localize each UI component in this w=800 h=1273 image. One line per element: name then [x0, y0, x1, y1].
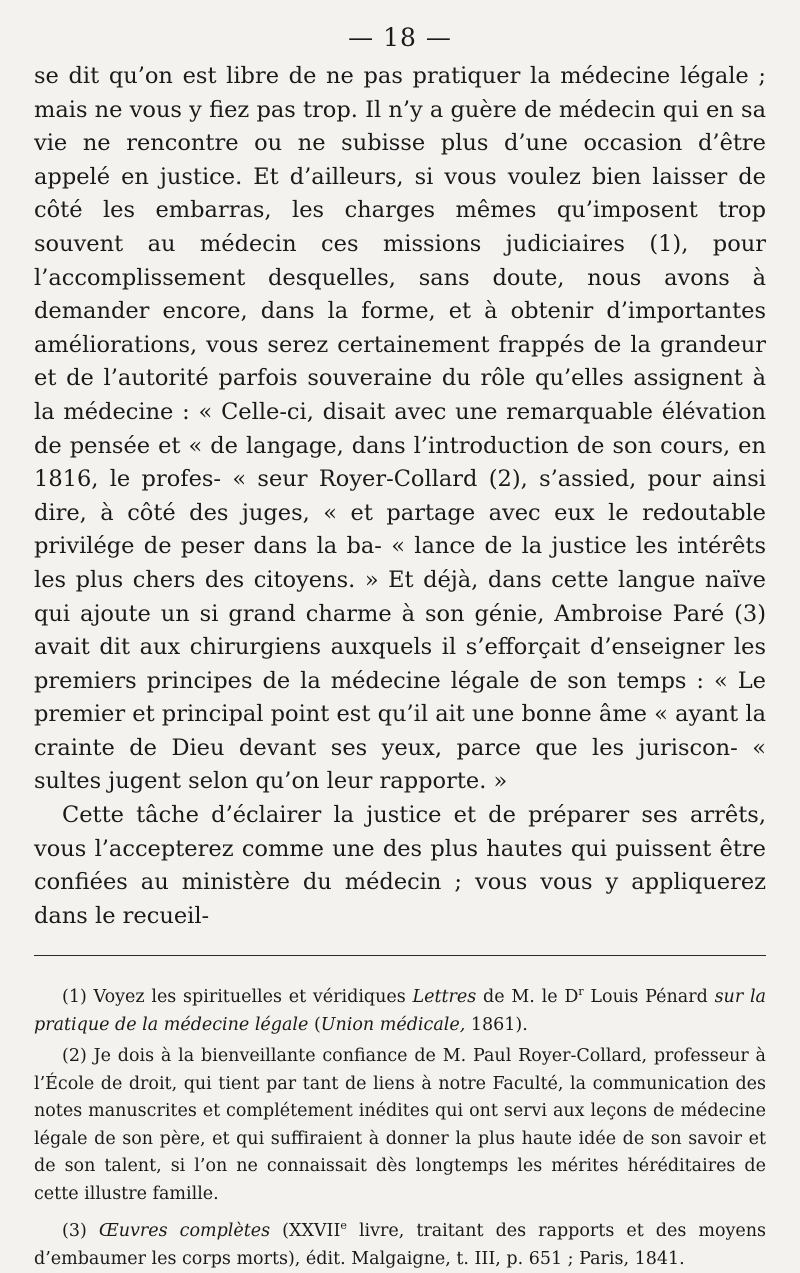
page-number: — 18 — — [348, 23, 452, 52]
footnote-divider — [34, 955, 766, 956]
footnote-1-text-c: de M. le D — [476, 987, 579, 1008]
footnote-3-text-c: ( — [270, 1221, 289, 1242]
footnote-3-numeral: XXVII — [288, 1221, 341, 1242]
footnote-2: (2) Je dois à la bienveillante confiance de M. Paul Royer-Collard, professeur à l’École de droit, qui tient par tant de liens à notre Faculté, la communication des notes manuscrites et complétement inédites qui ont servi aux leçons de médecine légale de son père, et qui suffiraient à donner la plus haute idée de son savoir et de son talent, si l’on ne connaissait dès longtemps les mérites héréditaires de cette illustre famille. — [34, 1046, 766, 1204]
footnote-1-text-f: ( — [308, 1014, 321, 1035]
footnote-1 — [34, 978, 766, 1039]
footnote-1-sup: r — [578, 985, 584, 999]
footnote-1-journal: Union médicale, — [320, 1014, 466, 1035]
footnote-3-text-e: livre, traitant des rapports et des moyens d’embaumer les corps morts), édit. Malgaigne, t. III, p. 651 ; Paris, 1841. — [34, 1221, 766, 1269]
footnote-1-text-h: 1861). — [465, 1014, 528, 1035]
footnote-3-title: Œuvres complètes — [98, 1221, 271, 1242]
footnote-1-lettres: Lettres — [412, 987, 477, 1008]
footnote-3 — [34, 1212, 766, 1273]
footnote-3-text-a: (3) — [62, 1221, 99, 1242]
footnote-1-italic-title: sur la pratique de la médecine légale — [34, 987, 766, 1035]
main-text — [34, 60, 766, 933]
footnote-1-text-d: Louis Pénard — [583, 987, 715, 1008]
footnote-3-sup: e — [340, 1219, 347, 1233]
paragraph-1: se dit qu’on est libre de ne pas pratiquer la médecine légale ; mais ne vous y fiez pas trop. Il n’y a guère de médecin qui en sa vie ne rencontre ou ne subisse plus d’une occasion d’être appelé en justice. Et d’ailleurs, si vous voulez bien laisser de côté les embarras, les charges mêmes qu’imposent trop souvent au médecin ces missions judiciaires (1), pour l’accomplissement desquelles, sans doute, nous avons à demander encore, dans la forme, et à obtenir d’importantes améliorations, vous serez certainement frappés de la grandeur et de l’autorité parfois souveraine du rôle qu’elles assignent à la médecine : « Celle-ci, disait avec une remarquable élévation de pensée et « de langage, dans l’introduction de son cours, en 1816, le profes- « seur Royer-Collard (2), s’assied, pour ainsi dire, à côté des juges, « et partage avec eux le redoutable privilége de peser dans la ba- « lance de la justice les intérêts les plus chers des citoyens. » Et déjà, dans cette langue naïve qui ajoute un si grand charme à son génie, Ambroise Paré (3) avait dit aux chirurgiens auxquels il s’efforçait d’enseigner les premiers principes de la médecine légale de son temps : « Le premier et principal point est qu’il ait une bonne âme « ayant la crainte de Dieu devant ses yeux, parce que les juriscon- « sultes jugent selon qu’on leur rapporte. » — [34, 63, 766, 795]
paragraph-2: Cette tâche d’éclairer la justice et de préparer ses arrêts, vous l’accepterez comme une des plus hautes qui puissent être confiées au ministère du médecin ; vous vous y appliquerez dans le recueil- — [34, 802, 766, 929]
footnotes — [34, 978, 766, 1273]
footnote-1-text-a: (1) Voyez les spirituelles et véridiques — [62, 987, 413, 1008]
